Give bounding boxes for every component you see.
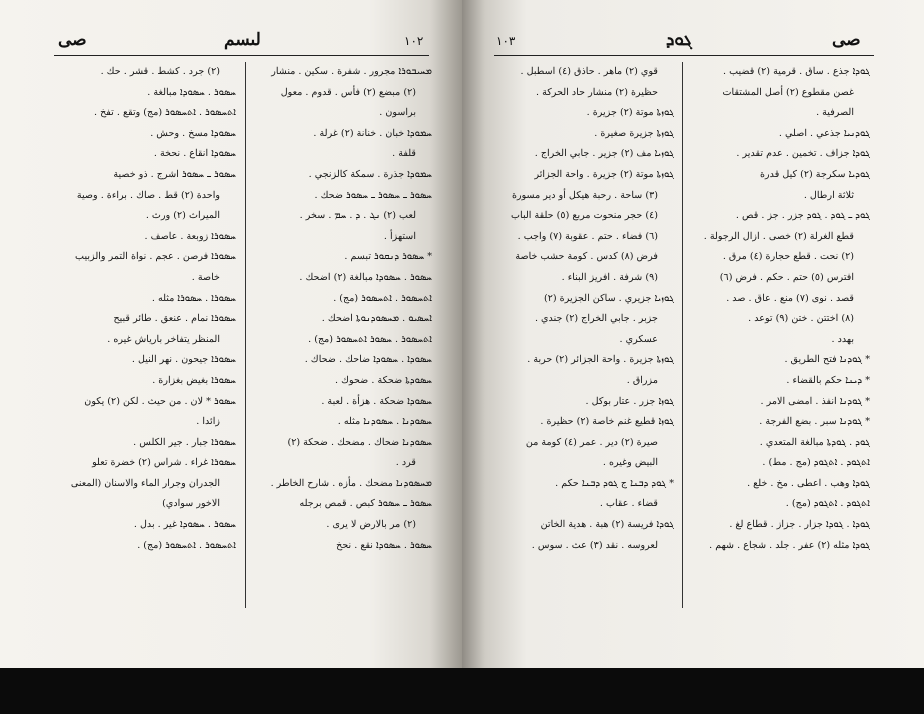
dictionary-line: ܐܚܣܝܘ . ܡܚܣܘܕܢܘܬܐ اضحك . xyxy=(321,313,432,325)
dictionary-line: ܚܣܘܪ . ܚܣܘܕܐ مبالغة (٢) اضحك . xyxy=(299,271,432,283)
dictionary-line: ܓܘܙܬܐ موتة (٢) جزيرة . واحة الجزائر xyxy=(534,168,674,180)
dictionary-line: ܚܡܘܕܐ جذرة . سمكة كالزنجي . xyxy=(308,168,432,180)
dictionary-line: ܓܘܙܝܐ مف (٢) جزير . جابي الخراج . xyxy=(534,148,674,160)
dictionary-line: ܚܡܘܕܐ خبان . خنانة (٢) غرلة . xyxy=(313,127,432,139)
dictionary-line: ܚܣܘܕܬܐ ضحكة . ضحوك . xyxy=(335,374,432,386)
dictionary-line: قرد . xyxy=(395,457,416,469)
dictionary-line: واحدة (٢) قط . صاك . براءة . وصية xyxy=(76,189,220,201)
dictionary-line: ܚܣܘܕܐ . ܚܣܘܕܐ ضاحك . ضحاك . xyxy=(304,354,432,366)
dictionary-line: ܐܬܚܣܘܪ . ܐܬܚܣܘܪ (مج) وتقع . تفخ . xyxy=(94,107,236,119)
dictionary-line: ܚܣܘܪܐ بغيض بغزارة . xyxy=(152,374,236,386)
dictionary-line: ܚܣܘܪܐ جبار . جير الكلس . xyxy=(133,436,236,448)
dictionary-line: ܐܬܓܘܕ . ܐܬܓܘܕ (مج) . xyxy=(785,498,870,510)
dictionary-line: استهزأ . xyxy=(383,230,416,242)
dictionary-line: (٤) حجر منحوت مربع (٥) حلقة الباب xyxy=(511,210,658,222)
left-page-number: ١٠٢ xyxy=(404,34,424,48)
left-page xyxy=(0,0,462,668)
left-header-rule xyxy=(54,55,429,56)
right-page-header-letter: صى xyxy=(832,30,861,50)
dictionary-line: ܚܣܘܪ ـ ܚܣܘܪ كبص . قمص برجله xyxy=(299,498,432,510)
dictionary-line: * ܓܘܕܢܐ سبر . بضع الفرجة . xyxy=(759,416,870,428)
dictionary-line: غصن مقطوع (٢) أصل المشتقات xyxy=(722,86,854,98)
dictionary-line: ܓܘܕ ـ ܓܘܕ . ܓܘܕ جزر . جز . قص . xyxy=(735,210,870,222)
dictionary-line: ܓܘܕܐ فريسة (٢) هبة . هدية الخاتن xyxy=(540,519,674,531)
dictionary-line: براسون . xyxy=(379,107,416,119)
dictionary-line: ܚܣܘܪ ـ ܚܣܘܪ ـ ܚܣܘܪ ضحك . xyxy=(314,189,432,201)
dictionary-line: ܚܣܘܪ . ܚܣܘܕܐ مبالغة . xyxy=(147,86,236,98)
dictionary-line: صيرة (٢) دير . عمر (٤) كومة من xyxy=(525,436,658,448)
dictionary-line: ܓܘܕܐ جذع . ساق . قرمية (٢) قضيب . xyxy=(723,66,870,77)
dictionary-line: قطع الغرلة (٢) خصى . ازال الرجولة . xyxy=(703,230,854,242)
right-page-column-outer xyxy=(690,62,870,556)
dictionary-line: ܚܣܘܕܐ انقاع . نحخة . xyxy=(153,148,236,160)
dictionary-line: (٣) ساحة . رحبة هيكل أو دير مسورة xyxy=(511,189,658,201)
dictionary-line: ܡܚܝܒܘܪܐ مجرور . شفرة . سكين . منشار xyxy=(271,66,432,77)
dictionary-line: لعروسه . نقد (٣) عث . سوس . xyxy=(531,539,658,551)
dictionary-line: المنظر يتفاخر بارياش غيره . xyxy=(107,333,220,345)
left-column-divider xyxy=(245,62,246,608)
dictionary-line: ܐܬܓܘܕ . ܐܬܓܘܕ (مج . مط) . xyxy=(762,457,870,469)
dictionary-line: * ܓܘܕܢܐ فتح الطريق . xyxy=(784,354,870,366)
right-page xyxy=(462,0,924,668)
dictionary-line: البيض وغيره . xyxy=(602,457,658,469)
dictionary-line: عسكري . xyxy=(619,333,658,345)
dictionary-line: ܚܣܘܕܢܐ ضحاك . مضحك . ضحكة (٢) xyxy=(287,436,432,448)
dictionary-line: ܚܣܘܕܢܐ . ܚܣܘܕܢܐ مثله . xyxy=(337,416,432,428)
dictionary-line: ܚܣܘܪܐ . ܚܣܘܪܐ مثله . xyxy=(151,292,236,304)
dictionary-line: (٢) مبضع (٢) فأس . قدوم . معول xyxy=(280,86,416,98)
dictionary-line: ܓܘܙܬܐ جزيرة . واحة الجزائر (٢) حربة . xyxy=(527,354,674,366)
dictionary-line: (٨) اختتن . ختن (٩) توعد . xyxy=(748,313,854,325)
dictionary-line: ܚܣܘܪ . ܚܣܘܕܐ نقع . نحخ xyxy=(336,539,432,551)
dictionary-line: الميراث (٢) ورث . xyxy=(145,210,220,222)
dictionary-line: حظيرة (٢) منشار حاد الحركة . xyxy=(535,86,658,98)
dictionary-line: ܓܘܙܐ جزر . عتار بوكل . xyxy=(585,395,674,407)
dictionary-line: ܓܘܙܐ قطيع غنم خاصة (٢) حظيرة . xyxy=(540,416,674,428)
dictionary-line: الجدران وجرار الماء والاسنان (المعنى xyxy=(70,477,220,489)
dictionary-line: ܐܬܚܣܘܪ . ܐܬܚܣܘܪ (مج) . xyxy=(333,292,432,304)
right-page-number: ١٠٣ xyxy=(496,34,516,48)
left-page-column-outer xyxy=(56,62,236,556)
dictionary-line: ܓܘܙܝܐ جزيري . ساكن الجزيرة (٢) xyxy=(543,292,674,304)
left-page-header-word: لىسم xyxy=(224,30,261,50)
dictionary-line: ثلاثة ارطال . xyxy=(803,189,854,201)
right-column-divider xyxy=(682,62,683,608)
dictionary-line: ܓܘܕܐ . ܓܘܕܐ جزار . جزاز . قطاع لغ . xyxy=(729,519,870,531)
dictionary-line: ܚܣܘܪ ـ ܚܣܘܪ اشرج . ذو خصية xyxy=(113,168,236,180)
dictionary-line: (٦) فضاء . حتم . عقوبة (٧) واجب . xyxy=(517,230,658,242)
dictionary-line: ܓܘܙܬܐ موتة (٢) جزيرة . xyxy=(586,107,674,119)
dictionary-line: ܓܘܕܐ وهب . اعطى . مخ . خلع . xyxy=(747,477,870,489)
dictionary-line: ܚܣܘܪܐ فرصن . عجم . نواة التمر والزبيب xyxy=(75,251,236,263)
dictionary-line: ܓܘܕ . ܓܘܕܬܐ مبالغة المتعدي . xyxy=(759,436,870,448)
dictionary-line: قضاء . عقاب . xyxy=(599,498,658,510)
dictionary-line: بهدد . xyxy=(831,333,854,345)
dictionary-line: قصد . نوى (٧) منع . عاق . صد . xyxy=(726,292,854,304)
dictionary-line: (٢) نحت . قطع حجارة (٤) مرق . xyxy=(722,251,854,263)
dictionary-line: زائدا . xyxy=(196,416,220,428)
dictionary-line: ܐܬܚܣܘܪ . ܚܣܘܪ ܐܬܚܣܘܪ (مج) . xyxy=(308,333,432,345)
dictionary-line: ܓܘܕܐ جزاف . تخمين . عدم تقدير . xyxy=(736,148,870,160)
scan-bottom-edge xyxy=(0,668,924,714)
dictionary-line: قوي (٢) ماهر . حاذق (٤) اسطبل . xyxy=(520,66,658,77)
right-page-column-inner xyxy=(496,62,674,556)
dictionary-line: ܓܘܙܬܐ جزيرة صغيرة . xyxy=(594,127,674,139)
dictionary-line: ܓܘܕܢܝܐ جذعي . اصلي . xyxy=(778,127,870,139)
dictionary-line: ܓܘܕܐ مثله (٢) عفر . جلد . شجاع . شهم . xyxy=(709,539,870,551)
dictionary-line: * ܓܘܕ ܕܒܢܐ ج ܓܘܕ ܕܒܢܐ حكم . xyxy=(555,477,674,489)
dictionary-line: ܚܣܘܪ * لان . من حيث . لكن (٢) يكون xyxy=(84,395,236,407)
dictionary-line: ܚܣܘܪܐ نمام . عنعق . طائر قبيح xyxy=(113,313,236,325)
dictionary-line: ܚܣܘܪܐ زوبعة . عاصف . xyxy=(144,230,236,242)
dictionary-line: الصرفية . xyxy=(816,107,854,119)
right-header-rule xyxy=(494,55,874,56)
left-page-column-inner xyxy=(252,62,432,556)
dictionary-line: خاصة . xyxy=(191,271,220,283)
right-page-header-word: ܓܘܕ xyxy=(666,30,693,50)
dictionary-line: (٢) جرد . كشط . قشر . حك . xyxy=(100,66,220,77)
dictionary-line: ܚܣܘܪܐ جيحون . نهر النيل . xyxy=(131,354,236,366)
dictionary-line: ܐܬܚܣܘܪ . ܐܬܚܣܘܪ (مج) . xyxy=(137,539,236,551)
dictionary-line: * ܓܘܕܢܐ انفذ . امضى الامر . xyxy=(760,395,870,407)
dictionary-line: (٩) شرفة . افريز البناء . xyxy=(561,271,658,283)
dictionary-line: افترس (٥) حتم . حكم . فرض (٦) xyxy=(719,271,854,283)
dictionary-line: فرض (٨) كدس . كومة حشب خاصة xyxy=(515,251,658,263)
dictionary-line: * ܕܝܢܐ حكم بالقضاء . xyxy=(786,374,870,386)
dictionary-line: ܚܣܘܕܐ ضحكة . هزأة . لعبة . xyxy=(321,395,432,407)
dictionary-line: مزراق . xyxy=(626,374,658,386)
dictionary-line: قلفة . xyxy=(392,148,416,160)
dictionary-line: * ܚܣܘܪ ܕܢܩܘܪ تبسم . xyxy=(344,251,432,263)
left-page-header-letter: صى xyxy=(58,30,87,50)
dictionary-line: (٢) مر بالارض لا يرى . xyxy=(326,519,416,531)
dictionary-line: ܓܘܕܝܐ سكرجة (٢) كيل قدرة xyxy=(760,168,870,180)
dictionary-line: ܚܣܘܪ . ܚܣܘܕܐ غير . بدل . xyxy=(133,519,236,531)
dictionary-line: الاخور سوادي) xyxy=(162,498,220,510)
dictionary-line: لعب (٢) ܢܓ . ܕ . ܚܡ . سخر . xyxy=(299,210,416,222)
dictionary-line: ܚܣܘܕܐ مسخ . وحش . xyxy=(150,127,236,139)
dictionary-line: جزبر . جابي الخراج (٢) جندي . xyxy=(534,313,658,325)
dictionary-line: ܡܚܣܘܕܢܐ مضحك . مأزه . شارح الخاطر . xyxy=(270,477,432,489)
dictionary-line: ܚܣܘܪܐ غراء . شراس (٢) خضرة تعلو xyxy=(92,457,236,469)
